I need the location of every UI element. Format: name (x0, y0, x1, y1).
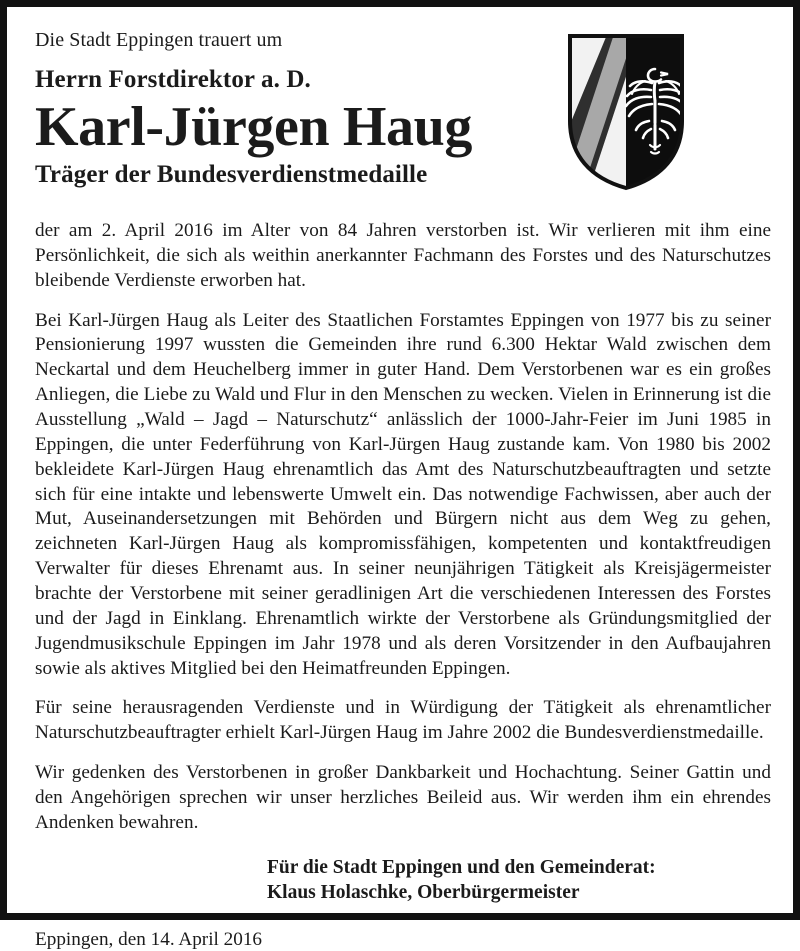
body-paragraph: Bei Karl-Jürgen Haug als Leiter des Staatlichen Forstamtes Eppingen von 1977 bis zu seiner Pensionierung 1997 wussten die Gemeinden ihre rund 6.300 Hektar Wald zwischen dem Neckartal und dem Heuchelberg immer in guter Hand. Dem Verstorbenen war es ein großes Anliegen, die Liebe zu Wald und Flur in den Menschen zu wecken. Vielen in Erinnerung ist die Ausstellung „Wald – Jagd – Naturschutz“ anlässlich der 1000-Jahr-Feier im Juni 1985 in Eppingen, die unter Federführung von Karl-Jürgen Haug zustande kam. Von 1980 bis 2002 bekleidete Karl-Jürgen Haug ehrenamtlich das Amt des Naturschutzbeauftragten und setzte sich für eine intakte und lebenswerte Umwelt ein. Das notwendige Fachwissen, aber auch der Mut, Auseinandersetzungen mit Behörden und Bürgern nicht aus dem Weg zu gehen, zeichneten Karl-Jürgen Haug als kompromissfähigen, kompetenten und kontaktfreudigen Verwalter für dieses Ehrenamt aus. In seiner neunjährigen Tätigkeit als Kreisjägermeister brachte der Verstorbene mit seiner geradlinigen Art die verschiedenen Interessen des Forstes und der Jagd in Einklang. Ehrenamtlich wirkte der Verstorbene als Gründungsmitglied der Jugendmusikschule Eppingen im Jahr 1978 und als deren Vorsitzender in den Aufbaujahren sowie als aktives Mitglied bei den Heimatfreunden Eppingen. (35, 309, 771, 679)
signature-authority: Für die Stadt Eppingen und den Gemeinderat: (267, 856, 656, 878)
body-paragraph: Wir gedenken des Verstorbenen in großer Dankbarkeit und Hochachtung. Seiner Gattin und den Angehörigen sprechen wir unser herzliches Beileid aus. Wir werden ihm ein ehrendes Andenken bewahren. (35, 762, 771, 833)
deceased-name: Karl-Jürgen Haug (35, 96, 472, 159)
lede-text: Die Stadt Eppingen trauert um (35, 29, 283, 51)
notice-body (35, 219, 771, 836)
honorific-text: Herrn Forstdirektor a. D. (35, 66, 311, 93)
body-paragraph: Für seine herausragenden Verdienste und in Würdigung der Tätigkeit als ehrenamtlicher Naturschutzbeauftragter erhielt Karl-Jürgen Haug im Jahre 2002 die Bundesverdienstmedaille. (35, 697, 771, 744)
notice-header (35, 29, 771, 197)
place-and-date: Eppingen, den 14. April 2016 (35, 928, 263, 950)
honour-text: Träger der Bundesverdienstmedaille (35, 161, 428, 189)
signature-block (267, 856, 771, 906)
signature-signatory: Klaus Holaschke, Oberbürgermeister (267, 881, 580, 903)
body-paragraph: der am 2. April 2016 im Alter von 84 Jahren verstorben ist. Wir verlieren mit ihm eine Persönlichkeit, die sich als weithin anerkannter Fachmann des Forstes und des Naturschutzes bleibende Verdienste erworben hat. (35, 220, 771, 291)
coat-of-arms-emblem (567, 33, 685, 191)
